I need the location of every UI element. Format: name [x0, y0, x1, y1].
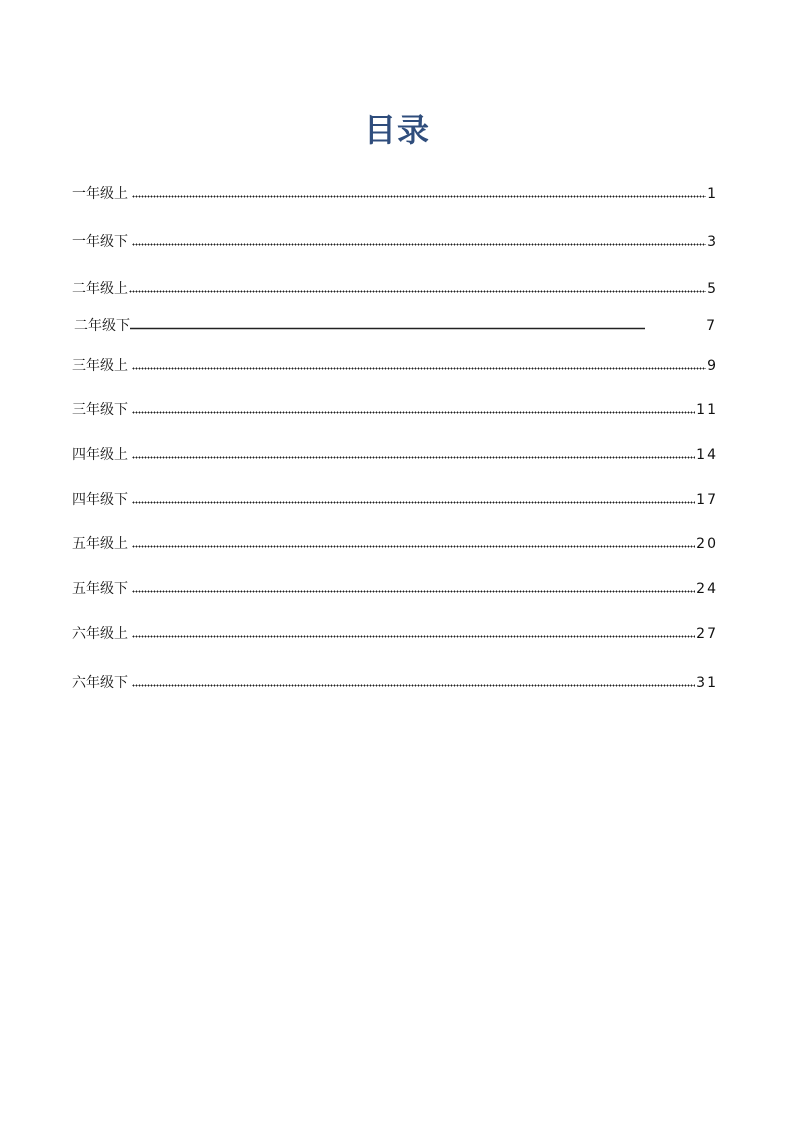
- toc-entry-label: 六年级下: [72, 675, 128, 691]
- toc-entry[interactable]: [72, 534, 718, 554]
- toc-dot-leader: [132, 500, 695, 505]
- toc-entry-page: 14: [696, 447, 718, 463]
- toc-entry-page: 9: [707, 358, 718, 374]
- toc-entry-label: 二年级下: [74, 318, 130, 334]
- toc-entry-label: 一年级上: [72, 186, 128, 202]
- toc-entry[interactable]: [72, 356, 718, 376]
- toc-dot-leader: [132, 589, 695, 594]
- toc-entry-label: 三年级上: [72, 358, 128, 374]
- toc-entry-page: 20: [696, 536, 718, 552]
- toc-entry-page: 1: [707, 186, 718, 202]
- toc-dot-leader: [132, 242, 706, 247]
- toc-dot-leader: [132, 544, 695, 549]
- toc-dot-leader: [132, 455, 695, 460]
- toc-dot-leader: [132, 194, 706, 199]
- toc-entry-page: 17: [696, 492, 718, 508]
- toc-entry[interactable]: [72, 490, 718, 510]
- toc-entry-page: 3: [707, 234, 718, 250]
- toc-entry[interactable]: [72, 400, 718, 420]
- toc-entry-page: 27: [696, 626, 718, 642]
- toc-entry-label: 五年级下: [72, 581, 128, 597]
- toc-dot-leader: [132, 683, 695, 688]
- toc-entry[interactable]: [72, 316, 718, 336]
- toc-entry-label: 四年级上: [72, 447, 128, 463]
- toc-entry[interactable]: [72, 624, 718, 644]
- toc-dot-leader: [132, 410, 695, 415]
- toc-entry-label: 四年级下: [72, 492, 128, 508]
- toc-entry[interactable]: [72, 279, 718, 299]
- toc-entry-page: 31: [696, 675, 718, 691]
- toc-entry-label: 一年级下: [72, 234, 128, 250]
- toc-entry-page: 5: [707, 281, 718, 297]
- toc-dot-leader: [132, 634, 695, 639]
- toc-entry-label: 二年级上: [72, 281, 128, 297]
- toc-entry[interactable]: [72, 673, 718, 693]
- toc-entry-page: 24: [696, 581, 718, 597]
- toc-entry[interactable]: [72, 232, 718, 252]
- toc-entry[interactable]: [72, 445, 718, 465]
- toc-entry-label: 六年级上: [72, 626, 128, 642]
- toc-entry[interactable]: [72, 184, 718, 204]
- toc-entry-page: 7: [706, 318, 717, 334]
- toc-title: 目录: [363, 111, 430, 149]
- toc-entry-page: 11: [696, 402, 718, 418]
- toc-entry[interactable]: [72, 579, 718, 599]
- toc-dot-leader: [130, 326, 645, 331]
- toc-entry-label: 三年级下: [72, 402, 128, 418]
- toc-dot-leader: [129, 289, 706, 294]
- toc-entry-label: 五年级上: [72, 536, 128, 552]
- toc-dot-leader: [132, 366, 706, 371]
